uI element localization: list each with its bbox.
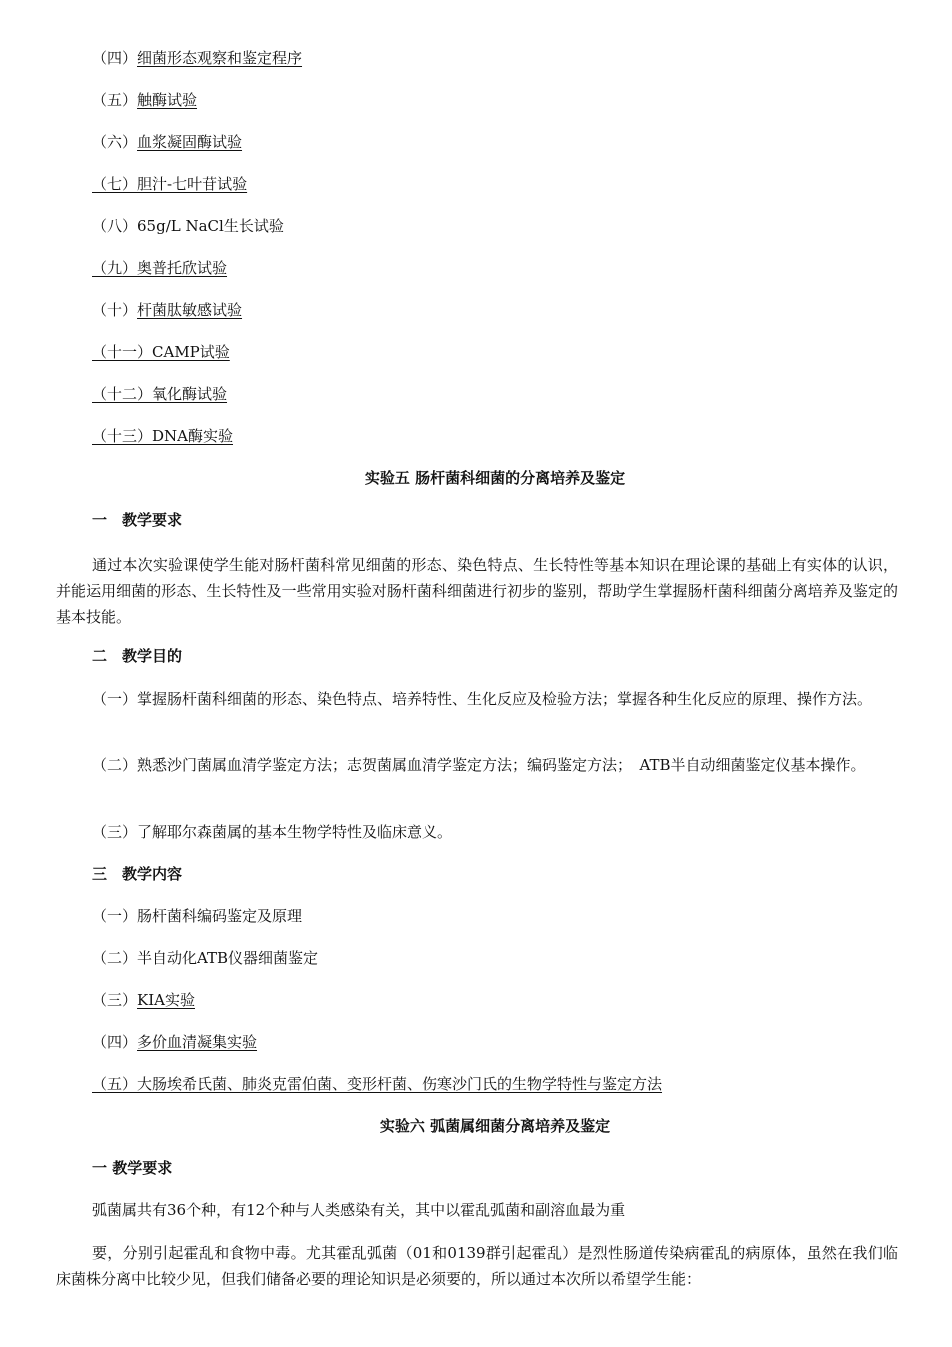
exp5-content-2: （二）半自动化ATB仪器细菌鉴定 (92, 949, 319, 967)
item-prefix: （十三） (92, 427, 153, 445)
item-link[interactable]: CAMP试验 (152, 343, 230, 361)
exp5-goal-2: （二）熟悉沙门菌属血清学鉴定方法；志贺菌属血清学鉴定方法；编码鉴定方法； ATB半自动细菌鉴定仪基本操作。 (92, 756, 866, 774)
exp5-goal-1: （一）掌握肠杆菌科细菌的形态、染色特点、培养特性、生化反应及检验方法；掌握各种生化反应的原理、操作方法。 (92, 690, 873, 708)
list-item[interactable] (92, 384, 227, 404)
exp5-goal-3: （三）了解耶尔森菌属的基本生物学特性及临床意义。 (92, 823, 453, 841)
exp5-heading-goals: 二 教学目的 (92, 647, 183, 665)
item-link[interactable]: 细菌形态观察和鉴定程序 (137, 49, 303, 67)
item-link[interactable]: 奥普托欣试验 (137, 259, 228, 277)
item-prefix: （五） (92, 91, 138, 109)
item-link[interactable]: 杆菌肽敏感试验 (137, 301, 243, 319)
item-link[interactable]: DNA酶实验 (152, 427, 233, 445)
item-prefix: （九） (92, 259, 138, 277)
item-prefix: （四） (92, 1033, 138, 1051)
item-prefix: （十二） (92, 385, 153, 403)
item-link[interactable]: 血浆凝固酶试验 (137, 133, 243, 151)
exp5-content-3 (92, 990, 195, 1010)
list-item (92, 132, 242, 152)
exp6-paragraph-1: 弧菌属共有36个种，有12个种与人类感染有关，其中以霍乱弧菌和副溶血最为重 (92, 1201, 626, 1219)
exp5-content-1: （一）肠杆菌科编码鉴定及原理 (92, 907, 303, 925)
item-prefix: （十一） (92, 343, 153, 361)
item-text: 65g/L NaCl生长试验 (137, 217, 284, 235)
list-item (92, 216, 284, 236)
exp6-heading-requirements: 一 教学要求 (92, 1159, 173, 1177)
item-link[interactable]: 氧化酶试验 (152, 385, 228, 403)
item-link[interactable]: KIA实验 (137, 991, 195, 1009)
item-prefix: （六） (92, 133, 138, 151)
list-item (92, 48, 302, 68)
list-item[interactable] (92, 174, 247, 194)
list-item[interactable] (92, 258, 227, 278)
exp5-heading-content: 三 教学内容 (92, 865, 183, 883)
list-item[interactable] (92, 426, 233, 446)
list-item (92, 90, 197, 110)
exp5-title: 实验五 肠杆菌科细菌的分离培养及鉴定 (364, 469, 626, 487)
list-item (92, 300, 242, 320)
item-prefix: （七） (92, 175, 138, 193)
exp6-title: 实验六 弧菌属细菌分离培养及鉴定 (379, 1117, 611, 1135)
exp6-paragraph-2: 要，分别引起霍乱和食物中毒。尤其霍乱弧菌（01和0139群引起霍乱）是烈性肠道传染病霍乱的病原体，虽然在我们临床菌株分离中比较少见，但我们储备必要的理论知识是必须要的，所以通过本次所以希望学生能： (56, 1244, 898, 1288)
item-prefix: （四） (92, 49, 138, 67)
exp5-content-5[interactable]: （五）大肠埃希氏菌、肺炎克雷伯菌、变形杆菌、伤寒沙门氏的生物学特性与鉴定方法 (92, 1075, 663, 1093)
item-prefix: （八） (92, 217, 138, 235)
item-prefix: （十） (92, 301, 138, 319)
item-link[interactable]: 触酶试验 (137, 91, 198, 109)
exp5-requirements-paragraph: 通过本次实验课使学生能对肠杆菌科常见细菌的形态、染色特点、生长特性等基本知识在理论课的基础上有实体的认识，并能运用细菌的形态、生长特性及一些常用实验对肠杆菌科细菌进行初步的鉴别，帮助学生掌握肠杆菌科细菌分离培养及鉴定的基本技能。 (56, 556, 898, 626)
list-item[interactable] (92, 342, 230, 362)
exp5-heading-requirements: 一 教学要求 (92, 511, 183, 529)
exp5-content-4 (92, 1032, 257, 1052)
item-link[interactable]: 多价血清凝集实验 (137, 1033, 258, 1051)
item-prefix: （三） (92, 991, 138, 1009)
item-link[interactable]: 胆汁-七叶苷试验 (137, 175, 248, 193)
